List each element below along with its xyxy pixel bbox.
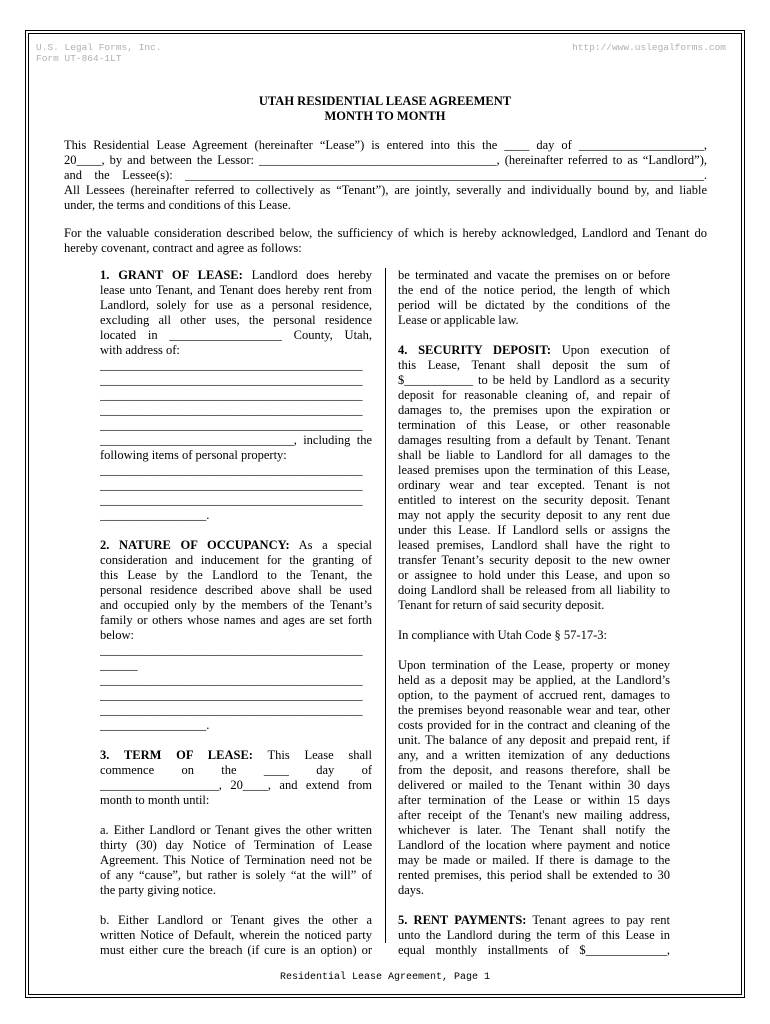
text-line: from the deposit, and reasons therefore, shall be <box>398 763 670 777</box>
text-line: unit. The balance of any deposit and prepaid rent, if <box>398 733 670 747</box>
text-line: personal residence described above shall be used <box>100 583 372 597</box>
text-line: unto the Landlord during the term of this Lease in <box>398 928 670 942</box>
company-name: U.S. Legal Forms, Inc. <box>36 42 162 53</box>
text-line: following items of personal property: <box>100 448 287 462</box>
text-line: Lease or applicable law. <box>398 313 519 327</box>
text-line: entitled to interest on the security deposit. Tenant <box>398 493 670 507</box>
section-5-first-line: 5. RENT PAYMENTS: Tenant agrees to pay rent <box>398 913 670 927</box>
occupant-blank: _________________. <box>100 718 210 732</box>
column-divider <box>385 268 386 943</box>
text-line: This Residential Lease Agreement (hereinafter “Lease”) is entered into this the ____ day of ____________________, <box>64 138 707 152</box>
text-line: this Lease, Tenant shall deposit the sum of <box>398 358 670 372</box>
section-2-heading: 2. NATURE OF OCCUPANCY: <box>100 538 290 552</box>
text-line: excluding all other uses, the personal residence <box>100 313 372 327</box>
text-line: Landlord of the location where payment and notice <box>398 838 670 852</box>
text-line: option, to the payment of accrued rent, damages to <box>398 688 670 702</box>
text-line: held as a deposit may be applied, at the Landlord’s <box>398 673 670 687</box>
text-line: after receipt of the Tenant's new mailing address, <box>398 808 670 822</box>
header-left <box>36 42 161 64</box>
text-line: costs provided for in the contract and cleaning of the <box>398 718 670 732</box>
text-line: must either cure the breach (if cure is an option) or <box>100 943 372 957</box>
text-line: commence on the ____ day of <box>100 763 372 777</box>
text-line: _______________________________, including the <box>100 433 372 447</box>
address-blank: __________________________________________ <box>100 418 363 432</box>
text-line: the premises beyond reasonable wear and tear, other <box>398 703 670 717</box>
text-line: For the valuable consideration described below, the sufficiency of which is hereby acknowledged, Landlord and Tenant do <box>64 226 707 240</box>
page-footer: Residential Lease Agreement, Page 1 <box>279 972 491 983</box>
text-line: All Lessees (hereinafter referred to collectively as “Tenant”), are jointly, severally and individually bound by, and liable <box>64 183 707 197</box>
text-line: Agreement. This Notice of Termination need not be <box>100 853 372 867</box>
property-blank: __________________________________________ <box>100 463 363 477</box>
consideration-paragraph <box>64 226 707 256</box>
text-line: transfer Tenant’s security deposit to the new owner <box>398 553 670 567</box>
text-line: a. Either Landlord or Tenant gives the other written <box>100 823 372 837</box>
text-line: damages to, the premises upon the expiration or <box>398 403 670 417</box>
property-blank: _________________. <box>100 508 210 522</box>
text-line: or assignee to hold under this Lease, and upon so <box>398 568 670 582</box>
property-blank: __________________________________________ <box>100 478 363 492</box>
section-3-first-line: 3. TERM OF LEASE: This Lease shall <box>100 748 372 762</box>
text-line: under, the terms and conditions of this Lease. <box>64 198 291 212</box>
text-line: Tenant for return of said security deposit. <box>398 598 605 612</box>
text-line: be terminated and vacate the premises on or before <box>398 268 670 282</box>
text-line: and the Lessee(s): ___________________________________________________________________________________. <box>64 168 707 182</box>
text-line: the party giving notice. <box>100 883 216 897</box>
address-blank: __________________________________________ <box>100 358 363 372</box>
occupant-blank: __________________________________________ <box>100 673 363 687</box>
document-title: UTAH RESIDENTIAL LEASE AGREEMENT <box>258 94 512 108</box>
address-blank: __________________________________________ <box>100 388 363 402</box>
text-line: and occupied only by the members of the Tenant’s <box>100 598 372 612</box>
occupant-blank: ______ <box>100 658 138 672</box>
text-line: whichever is later. The Tenant shall notify the <box>398 823 670 837</box>
text-line: month to month until: <box>100 793 210 807</box>
text-line: may not apply the security deposit to any rent due <box>398 508 670 522</box>
text-line: the end of the notice period, the length of which <box>398 283 670 297</box>
text-line: 20____, by and between the Lessor: ______________________________________, (hereinafter referred to as “Landlord”), <box>64 153 707 167</box>
text-line: rented premises, this period shall be extended to 30 <box>398 868 670 882</box>
text-line: lease unto Tenant, and Tenant does hereby rent from <box>100 283 372 297</box>
right-column <box>398 268 670 958</box>
text-line: leased premises upon the termination of this Lease, <box>398 463 670 477</box>
occupant-blank: __________________________________________ <box>100 643 363 657</box>
section-1-heading: 1. GRANT OF LEASE: <box>100 268 243 282</box>
section-5-heading: 5. RENT PAYMENTS: <box>398 913 527 927</box>
text-line: doing Landlord shall be released from all liability to <box>398 583 670 597</box>
text-line: below: <box>100 628 135 642</box>
text-line: shall be liable to Landlord for all damages to the <box>398 448 670 462</box>
occupant-blank: __________________________________________ <box>100 688 363 702</box>
text-line: thirty (30) day Notice of Termination of Lease <box>100 838 372 852</box>
section-3-heading: 3. TERM OF LEASE: <box>100 748 253 762</box>
intro-paragraph <box>64 138 707 213</box>
address-blank: __________________________________________ <box>100 373 363 387</box>
compliance-line: In compliance with Utah Code § 57-17-3: <box>398 628 607 642</box>
text-line: under this Lease. If Landlord sells or assigns the <box>398 523 670 537</box>
text-line: damages resulting from a default by Tenant. Tenant <box>398 433 670 447</box>
text-line: delivered or mailed to the Tenant within 30 days <box>398 778 670 792</box>
header-url[interactable]: http://www.uslegalforms.com <box>572 42 726 53</box>
text-line: ___________________, 20____, and extend from <box>100 778 372 792</box>
section-4-first-line: 4. SECURITY DEPOSIT: Upon execution of <box>398 343 670 357</box>
text-line: days. <box>398 883 425 897</box>
text-line: hereby covenant, contract and agree as follows: <box>64 241 302 255</box>
section-4-heading: 4. SECURITY DEPOSIT: <box>398 343 552 357</box>
text-line: period will be dictated by the conditions of the <box>398 298 670 312</box>
text-line: Landlord, solely for use as a personal residence, <box>100 298 372 312</box>
text-line: of any “cause”, but rather is solely “at the will” of <box>100 868 372 882</box>
text-line: family or others whose names and ages are set forth <box>100 613 372 627</box>
form-number: Form UT-864-1LT <box>36 53 122 64</box>
text-line: with address of: <box>100 343 180 357</box>
text-line: located in __________________ County, Utah, <box>100 328 372 342</box>
text-line: written Notice of Default, wherein the noticed party <box>100 928 372 942</box>
left-column <box>100 268 372 958</box>
text-line: ordinary wear and tear excepted. Tenant is not <box>398 478 670 492</box>
text-line: termination of this Lease, or other reasonable <box>398 418 670 432</box>
text-line: after termination of the Lease or within 15 days <box>398 793 670 807</box>
text-line: any, and a written itemization of any deductions <box>398 748 670 762</box>
property-blank: __________________________________________ <box>100 493 363 507</box>
section-2-first-line: 2. NATURE OF OCCUPANCY: As a special <box>100 538 372 552</box>
occupant-blank: __________________________________________ <box>100 703 363 717</box>
text-line: leased premises, Landlord shall have the right to <box>398 538 670 552</box>
text-line: deposit for reasonable cleaning of, and repair of <box>398 388 670 402</box>
text-line: this Lease by the Landlord to the Tenant, the <box>100 568 372 582</box>
address-blank: __________________________________________ <box>100 403 363 417</box>
text-line: $___________ to be held by Landlord as a security <box>398 373 670 387</box>
text-line: b. Either Landlord or Tenant gives the other a <box>100 913 372 927</box>
document-subtitle: MONTH TO MONTH <box>324 109 446 123</box>
text-line: equal monthly installments of $_____________, <box>398 943 670 957</box>
section-1-first-line: 1. GRANT OF LEASE: Landlord does hereby <box>100 268 372 282</box>
text-line: may be made or mailed. If there is damage to the <box>398 853 670 867</box>
text-line: Upon termination of the Lease, property or money <box>398 658 670 672</box>
text-line: consideration and inducement for the granting of <box>100 553 372 567</box>
